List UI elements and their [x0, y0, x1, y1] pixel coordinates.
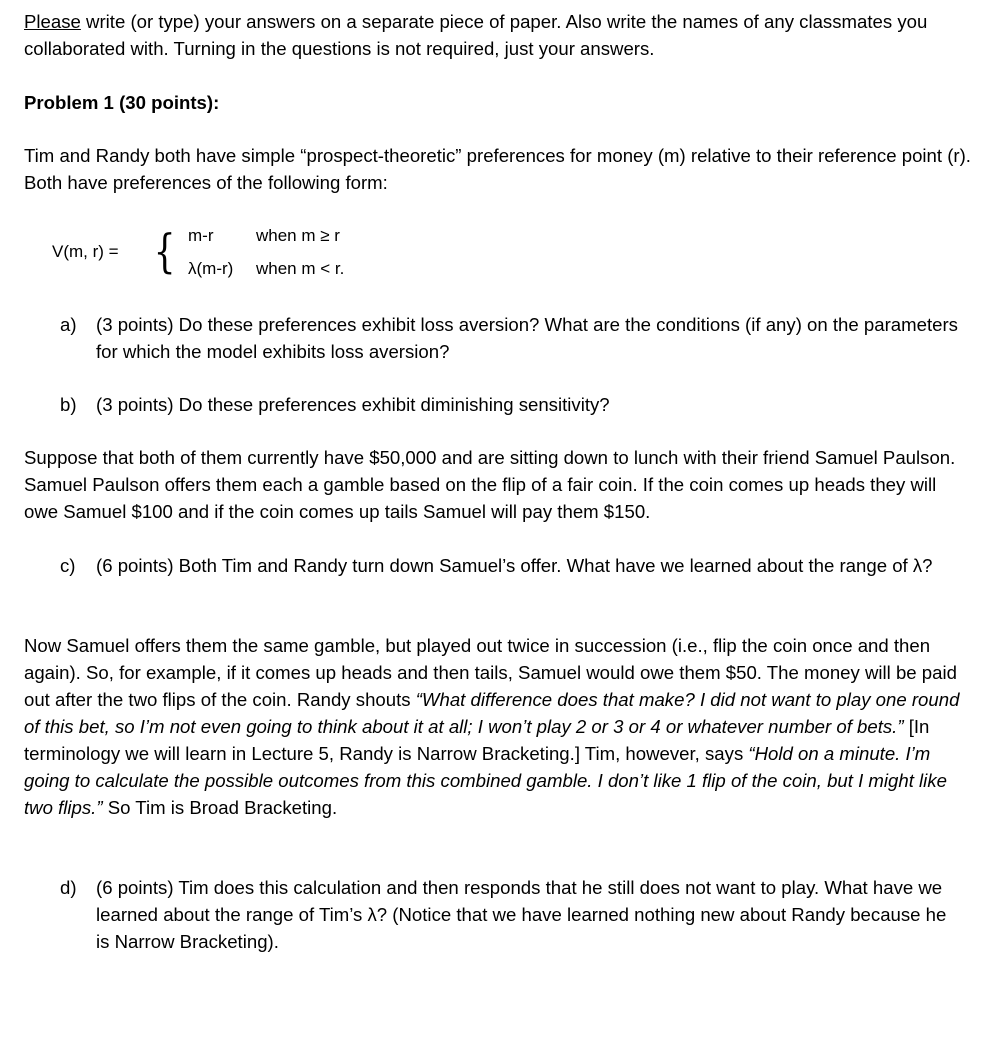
randy-quote: “What difference does that make? I did not want to play one round of this bet, so I’m not even going to think about it at all; I won’t play 2 or 3 or 4 or whatever number of bets.” [24, 689, 960, 737]
two-flips-text-3: So Tim is Broad Bracketing. [102, 797, 338, 818]
formula-case-loss [188, 257, 345, 281]
question-a [60, 311, 960, 365]
question-d-text: (6 points) Tim does this calculation and then responds that he still does not want to play. What have we learned about the range of Tim’s λ? (Notice that we have learned nothing new about Randy because he is Narrow Bracketing). [96, 877, 947, 952]
question-c-text: (6 points) Both Tim and Randy turn down Samuel’s offer. What have we learned about the range of λ? [96, 555, 933, 576]
question-c [60, 552, 960, 579]
formula-lhs: V(m, r) = [52, 242, 119, 261]
problem-heading: Problem 1 (30 points): [24, 92, 220, 113]
question-b-text: (3 points) Do these preferences exhibit diminishing sensitivity? [96, 394, 610, 415]
question-c-letter: c) [60, 555, 76, 576]
case-gain-expr: m-r [188, 226, 214, 245]
question-a-text: (3 points) Do these preferences exhibit loss aversion? What are the conditions (if any) on the parameters for which the model exhibits loss aversion? [96, 314, 958, 362]
question-b-letter: b) [60, 394, 77, 415]
please-underlined: Please [24, 11, 81, 32]
two-flips-paragraph [24, 632, 974, 821]
setup-paragraph: Tim and Randy both have simple “prospect-theoretic” preferences for money (m) relative to their reference point (r). Both have preferences of the following form: [24, 145, 971, 193]
instructions-text: write (or type) your answers on a separate piece of paper. Also write the names of any classmates you collaborated with. Turning in the questions is not required, just your answers. [24, 11, 928, 59]
question-a-letter: a) [60, 314, 77, 335]
two-flips-text-2: [In terminology we will learn in Lecture 5, Randy is Narrow Bracketing.] Tim, however, says [24, 716, 930, 764]
formula-case-gain [188, 224, 340, 248]
formula-brace: { [153, 224, 176, 278]
question-b [60, 391, 960, 418]
case-loss-condition: when m < r. [256, 259, 345, 278]
two-flips-text-1: Now Samuel offers them the same gamble, but played out twice in succession (i.e., flip the coin once and then again). So, for example, if it comes up heads and then tails, Samuel would owe them $50. The money will be paid out after the two flips of the coin. Randy shouts [24, 635, 957, 710]
gamble-paragraph: Suppose that both of them currently have $50,000 and are sitting down to lunch with their friend Samuel Paulson. Samuel Paulson offers them each a gamble based on the flip of a fair coin. If the coin comes up heads they will owe Samuel $100 and if the coin comes up tails Samuel will pay them $150. [24, 447, 956, 522]
question-d [60, 874, 960, 955]
case-gain-condition: when m ≥ r [256, 226, 340, 245]
question-d-letter: d) [60, 877, 77, 898]
case-loss-expr: λ(m-r) [188, 259, 234, 278]
tim-quote: “Hold on a minute. I’m going to calculate the possible outcomes from this combined gamble. I don’t like 1 flip of the coin, but I might like two flips.” [24, 743, 947, 818]
instructions-paragraph [24, 8, 974, 62]
